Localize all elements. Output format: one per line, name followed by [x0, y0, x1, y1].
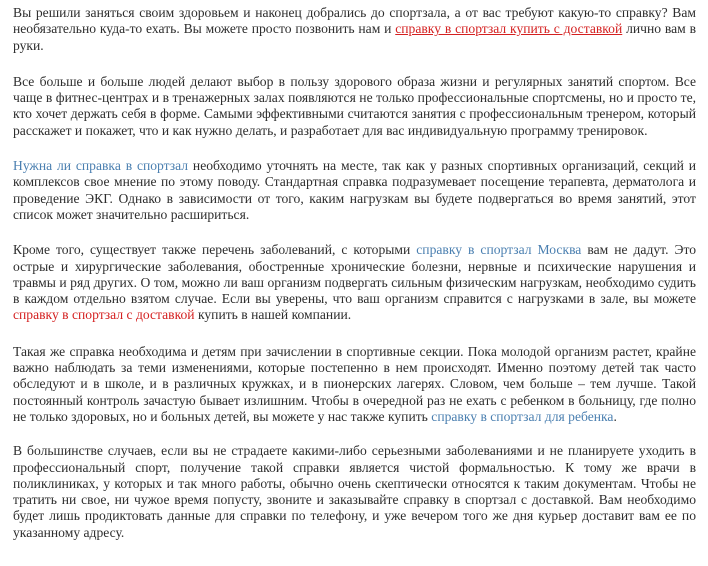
link-certificate-for-child[interactable]: справку в спортзал для ребенка — [431, 408, 614, 424]
paragraph-text: Все больше и больше людей делают выбор в пользу здорового образа жизни и регулярных занятий спортом. Все чаще в фитнес-центрах и в тренажерных залах появляются не только профессиональные спортсмены, но и просто те, кто хочет держать себя в форме. Самыми эффективными считаются занятия с профессиональным тренером, который расскажет и покажет, что и как нужно делать, и разработает для вас индивидуальную программу тренировок. — [13, 73, 696, 138]
paragraph-text: купить в нашей компании. — [194, 307, 352, 323]
paragraph-text: Вы решили заняться своим здоровьем и наконец добрались до спортзала, а от вас требуют какую-то справку? Вам необязательно куда-то ехать. Вы можете просто позвонить нам и — [13, 5, 696, 37]
link-buy-certificate-delivery[interactable]: справку в спортзал купить с доставкой — [395, 21, 623, 37]
link-is-certificate-needed[interactable]: Нужна ли справка в спортзал — [13, 158, 189, 174]
paragraph-healthy-lifestyle — [13, 74, 696, 139]
paragraph-text: Кроме того, существует также перечень заболеваний, с которыми — [13, 242, 417, 258]
paragraph-children — [13, 344, 696, 425]
paragraph-text: необходимо уточнять на месте, так как у разных спортивных организаций, секций и комплексов свое мнение по этому поводу. Стандартная справка подразумевает посещение терапевта, дерматолога и проведение ЭКГ. Однако в зависимости от того, каким нагрузкам вы будете подвергаться во время занятий, этот список может значительно расшириться. — [13, 158, 696, 222]
paragraph-is-certificate-needed — [13, 158, 696, 223]
paragraph-text: Такая же справка необходима и детям при зачислении в спортивные секции. Пока молодой организм растет, крайне важно наблюдать за теми изменениями, которые постепенно в нем происходят. Именно поэтому детей так часто обследуют и в школе, и в различных кружках, и в пионерских лагерях. Словом, чем больше – тем лучше. Такой постоянный контроль зачастую бывает излишним. Чтобы в очередной раз не ехать с ребенком в больницу, где полно не только здоровых, но и больных детей, вы можете у нас также купить — [13, 343, 696, 424]
link-certificate-moscow[interactable]: справку в спортзал Москва — [416, 242, 582, 258]
paragraph-text: В большинстве случаев, если вы не страдаете какими-либо серьезными заболеваниями и не планируете уходить в профессиональный спорт, получение такой справки является чистой формальностью. К тому же врачи в поликлиниках, у которых и так много работы, обычно очень скептически относятся к таким документам. Чтобы не тратить ни свое, ни чужое время попусту, звоните и заказывайте справку в спортзал с доставкой. Вам необходимо будет лишь продиктовать данные для справки по телефону, и уже вечером того же дня курьер доставит вам ее по указанному адресу. — [13, 443, 696, 540]
link-certificate-with-delivery[interactable]: справку в спортзал с доставкой — [13, 307, 195, 323]
paragraph-formality — [13, 443, 696, 541]
paragraph-text: лично вам в руки. — [13, 21, 697, 53]
paragraph-contraindications — [13, 242, 696, 323]
paragraph-intro — [13, 0, 696, 54]
paragraph-text: вам не дадут. Это острые и хирургические заболевания, обостренные хронические болезни, нервные и психические нарушения и травмы и ряд других. О том, можно ли ваш организм подвергать сильным физическим нагрузкам, необходимо судить в каждом отдельно взятом случае. Если вы уверены, что ваш организм справится с нагрузками в зале, вы можете — [13, 242, 697, 307]
paragraph-text: . — [613, 408, 617, 424]
